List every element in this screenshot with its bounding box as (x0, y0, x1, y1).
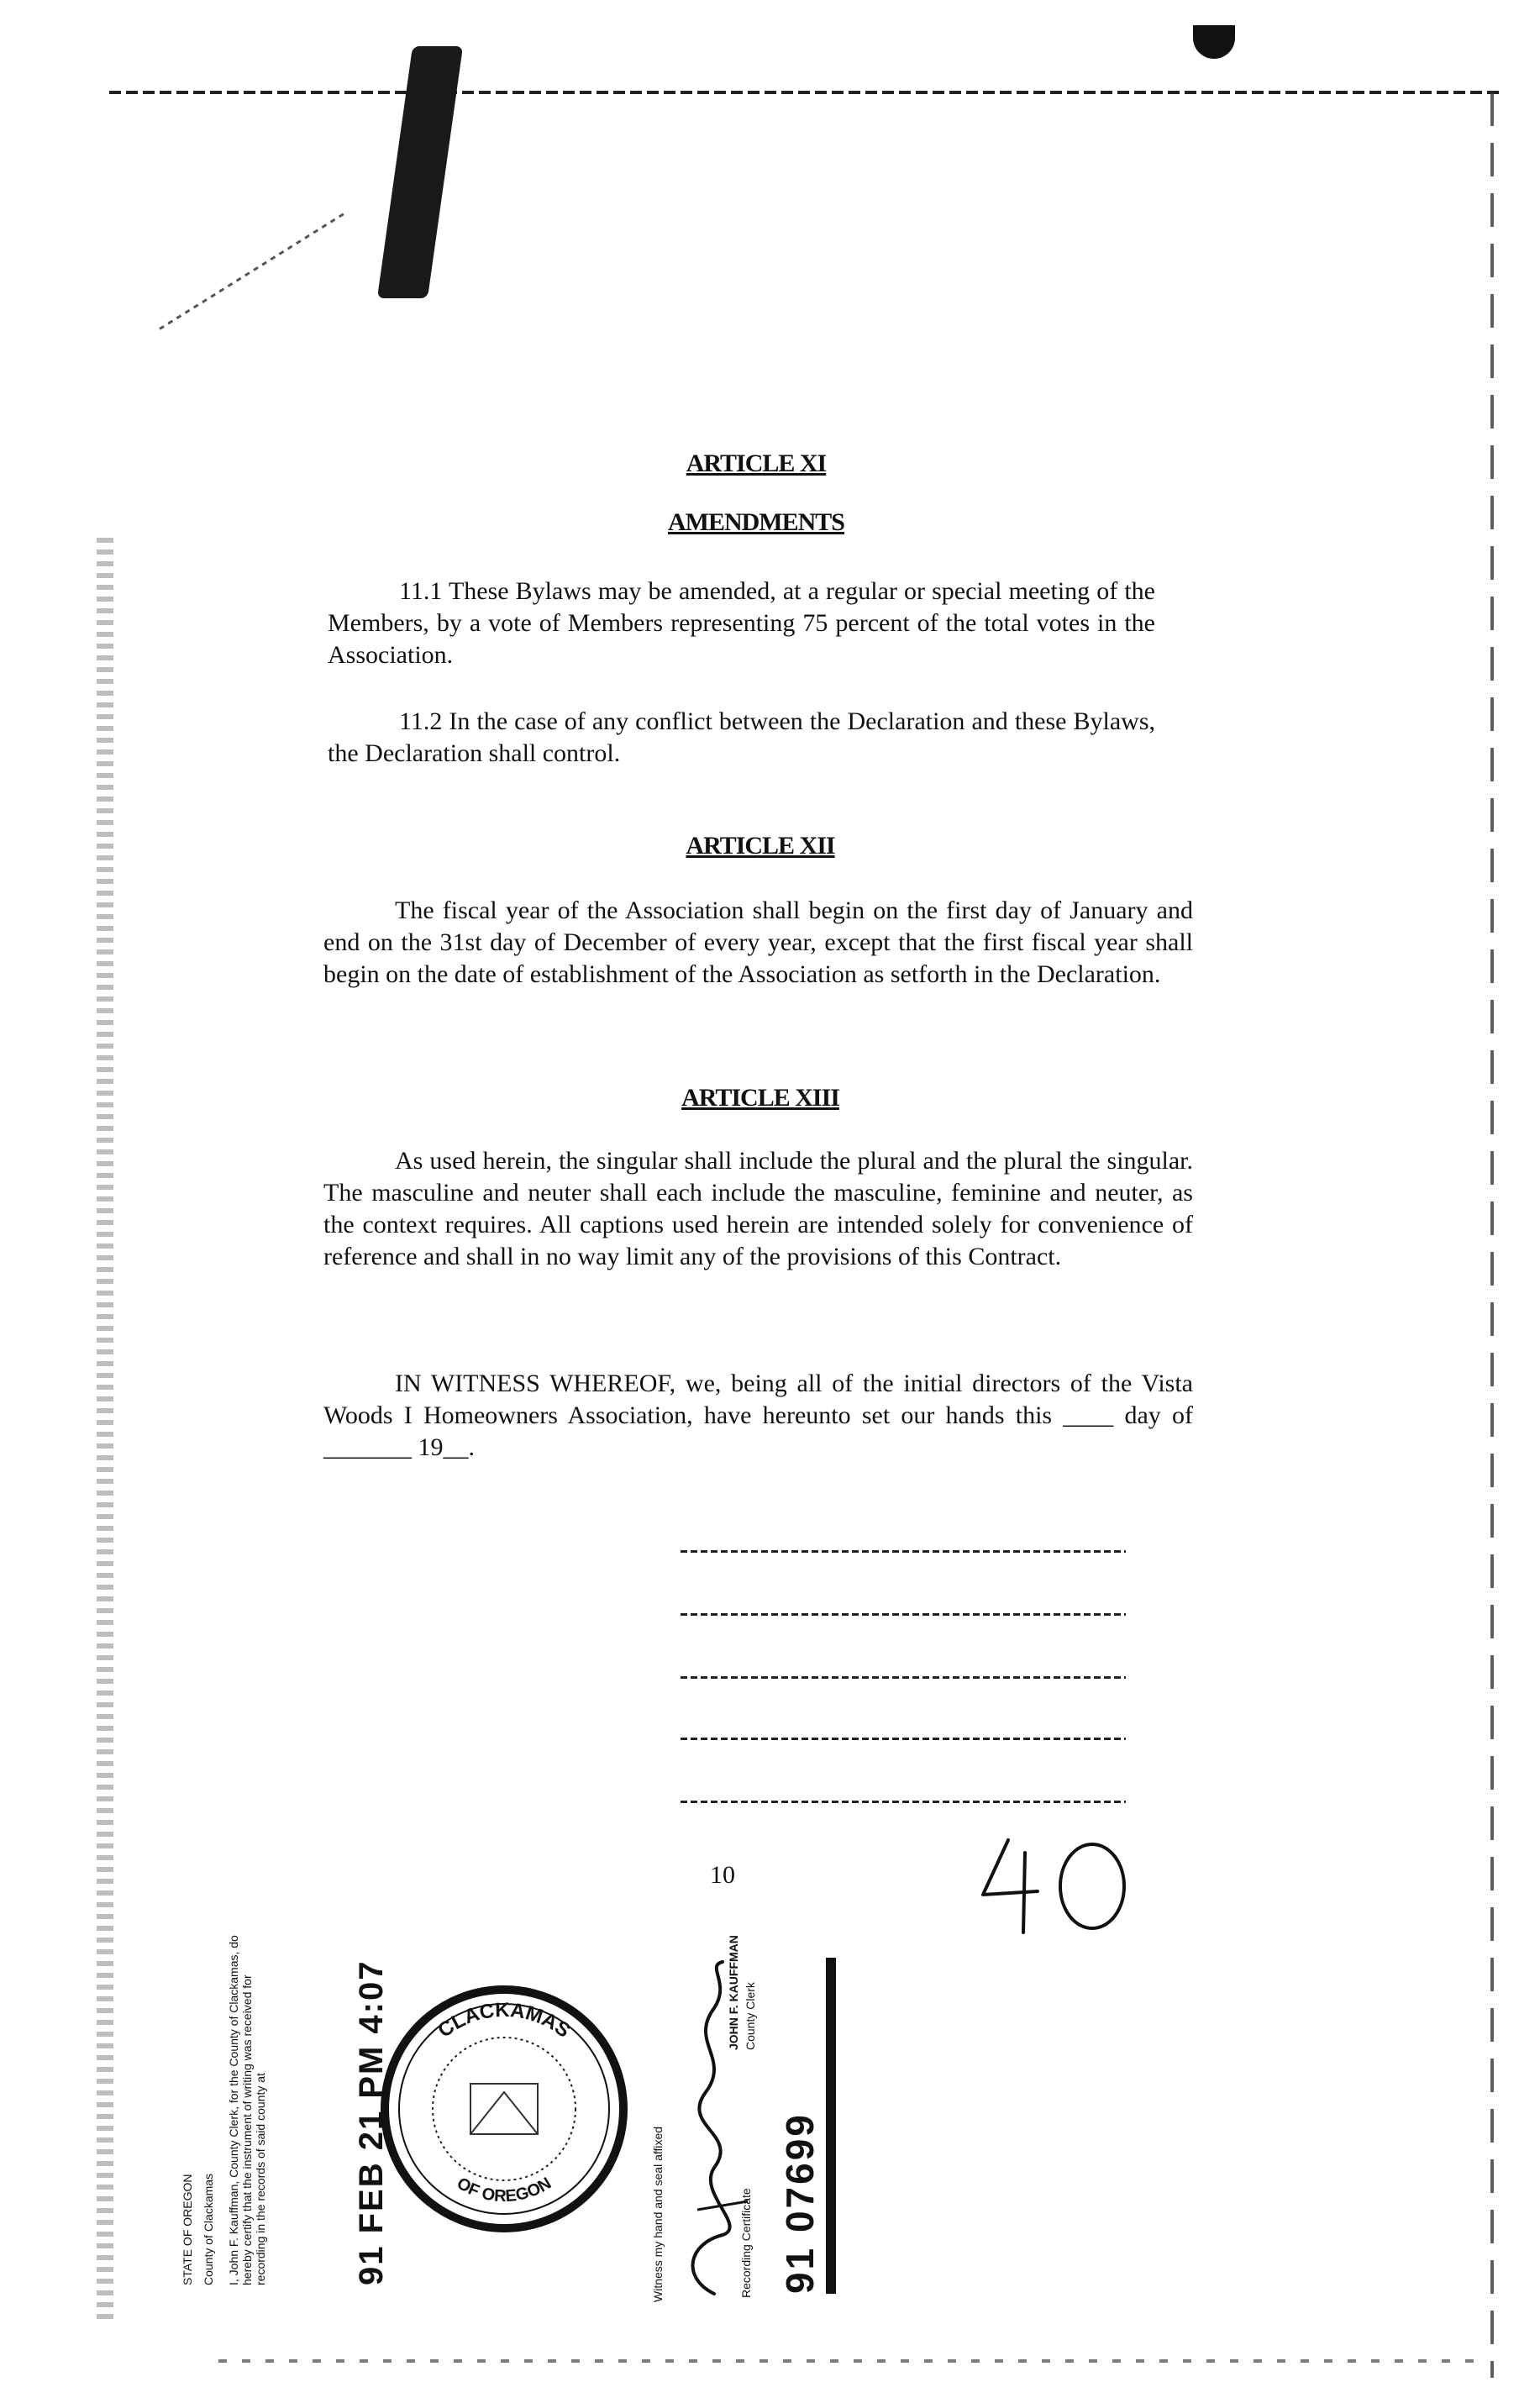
signature-line-5 (681, 1801, 1126, 1803)
seal-top-text: CLACKAMAS (434, 1998, 575, 2043)
article-xiii-paragraph: As used herein, the singular shall include the plural and the plural the singular. The masculine and neuter shall each include the masculine, feminine and neuter, as the context requires. All captions used herein are intended solely for convenience of reference and shall in no way limit any of the provisions of this Contract. (323, 1147, 1193, 1270)
signature-line-1 (681, 1550, 1126, 1553)
signature-line-3 (681, 1676, 1126, 1679)
page-border-right (1490, 92, 1494, 2378)
witness-paragraph: IN WITNESS WHEREOF, we, being all of the initial directors of the Vista Woods I Homeowners Association, have hereunto set our hands this ____ day of _______ 19__. (323, 1370, 1193, 1461)
stamp-edge-bar (826, 1958, 836, 2294)
article-xi-paragraph-1: 11.1 These Bylaws may be amended, at a regular or special meeting of the Members, by a vote of Members representing 75 percent of the total votes in the Association. (328, 577, 1155, 669)
scan-diagonal-mark (159, 212, 345, 329)
article-xii-paragraph: The fiscal year of the Association shall begin on the first day of January and end on the 31st day of December of every year, except that the first fiscal year shall begin on the date of establishment of the Association as setforth in the Declaration. (323, 897, 1193, 988)
svg-text:CLACKAMAS (434, 1999, 574, 2043)
article-xi-heading: ARTICLE XI (686, 450, 827, 477)
stamp-clerk-title: County Clerk (744, 1982, 757, 2050)
stamp-certificate-label: Recording Certificate (739, 2188, 753, 2298)
handwritten-page-number (975, 1836, 1143, 1937)
svg-text:OF OREGON (454, 2174, 555, 2206)
scan-speck (1193, 25, 1235, 59)
page-number: 10 (710, 1861, 735, 1889)
stamp-document-number: 91 07699 (778, 2112, 822, 2294)
stamp-witness-text: Witness my hand and seal affixed (651, 2126, 665, 2302)
article-xii-heading: ARTICLE XII (686, 832, 835, 860)
stamp-county-line: County of Clackamas (202, 2173, 215, 2285)
signature-line-4 (681, 1738, 1126, 1740)
stamp-state-line: STATE OF OREGON (181, 2174, 194, 2285)
county-seal (378, 1983, 630, 2235)
stamp-date-time: 91 FEB 21 PM 4:07 (353, 1959, 390, 2285)
stamp-certify-text: I, John F. Kauffman, County Clerk, for the County of Clackamas, do hereby certify that the instrument of writing was received for recording in the records of said county at (227, 1935, 267, 2285)
stamp-clerk-name: JOHN F. KAUFFMAN (727, 1935, 740, 2050)
signature-line-2 (681, 1613, 1126, 1616)
scan-edge-left (97, 538, 113, 2319)
page-border-top (109, 91, 1504, 94)
seal-bottom-text: OF OREGON (453, 2174, 555, 2206)
article-xi-paragraph-2: 11.2 In the case of any conflict between the Declaration and these Bylaws, the Declaration shall control. (328, 707, 1155, 767)
scan-smudge (377, 46, 463, 298)
article-xi-subheading: AMENDMENTS (667, 508, 844, 536)
article-xiii-heading: ARTICLE XIII (681, 1084, 839, 1112)
page-border-bottom (218, 2359, 1487, 2363)
